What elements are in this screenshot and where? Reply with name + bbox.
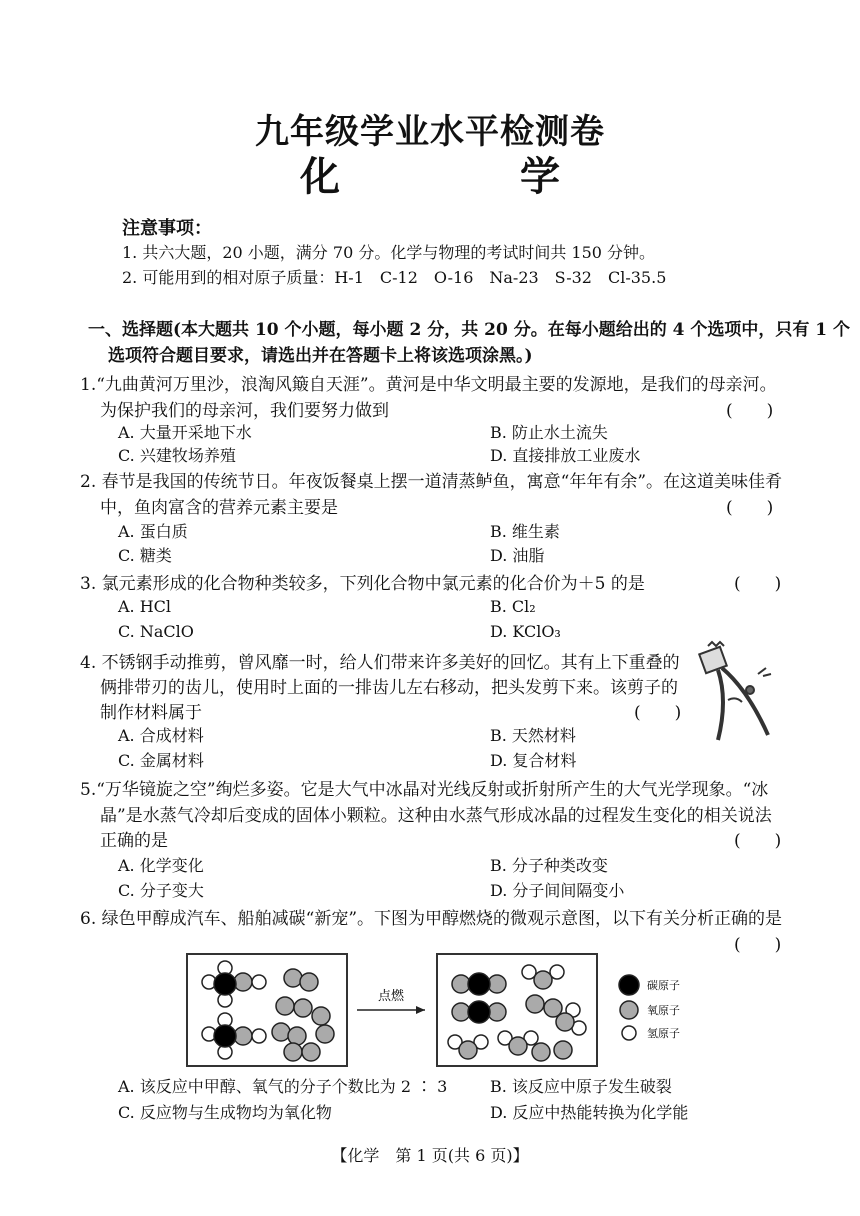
option-a: A. HCl bbox=[118, 597, 172, 616]
option-a: A. 蛋白质 bbox=[118, 522, 188, 541]
option-b: B. Cl₂ bbox=[490, 597, 536, 616]
notice-item: 1. 共六大题，20 小题，满分 70 分。化学与物理的考试时间共 150 分钟。 bbox=[122, 243, 656, 262]
question-2-text: 中，鱼肉富含的营养元素主要是 bbox=[100, 498, 338, 518]
question-5-text: 5.“万华镜旋之空”绚烂多姿。它是大气中冰晶对光线反射或折射所产生的大气光学现象。“冰 bbox=[80, 780, 769, 800]
option-a: A. 大量开采地下水 bbox=[118, 423, 252, 442]
question-5-text: 正确的是 bbox=[100, 831, 168, 851]
option-b: B. 维生素 bbox=[490, 522, 560, 541]
option-c: C. 分子变大 bbox=[118, 881, 204, 900]
question-4-text: 制作材料属于 bbox=[100, 703, 202, 723]
notice-item: 2. 可能用到的相对原子质量：H-1 C-12 O-16 Na-23 S-32 Cl-35.5 bbox=[122, 268, 667, 287]
question-4-text: 4. 不锈钢手动推剪，曾风靡一时，给人们带来许多美好的回忆。其有上下重叠的 bbox=[80, 653, 680, 673]
option-b: B. 防止水土流失 bbox=[490, 423, 608, 442]
answer-blank: ( ) bbox=[734, 831, 782, 851]
option-d: D. 分子间间隔变小 bbox=[490, 881, 625, 900]
answer-blank: ( ) bbox=[734, 935, 782, 955]
section-heading: 一、选择题(本大题共 10 个小题，每小题 2 分，共 20 分。在每小题给出的 4 个选项中，只有 1 个 bbox=[88, 320, 851, 340]
option-b: B. 分子种类改变 bbox=[490, 856, 608, 875]
question-1-text: 为保护我们的母亲河，我们要努力做到 bbox=[100, 401, 389, 421]
option-c: C. 兴建牧场养殖 bbox=[118, 446, 236, 465]
question-2-text: 2. 春节是我国的传统节日。年夜饭餐桌上摆一道清蒸鲈鱼，寓意“年年有余”。在这道美味佳肴 bbox=[80, 472, 783, 492]
option-d: D. KClO₃ bbox=[490, 622, 561, 641]
option-b: B. 天然材料 bbox=[490, 726, 576, 745]
option-c: C. 糖类 bbox=[118, 546, 172, 565]
answer-blank: ( ) bbox=[726, 498, 774, 518]
methanol-combustion-diagram bbox=[185, 952, 715, 1072]
option-b: B. 该反应中原子发生破裂 bbox=[490, 1077, 672, 1096]
hair-clipper-image bbox=[688, 640, 780, 750]
question-1-text: 1.“九曲黄河万里沙，浪淘风簸自天涯”。黄河是中华文明最主要的发源地，是我们的母亲河。 bbox=[80, 375, 777, 395]
subject-title: 化 学 bbox=[300, 154, 630, 200]
legend-carbon: 碳原子 bbox=[647, 979, 680, 992]
page-footer: 【化学 第 1 页(共 6 页)】 bbox=[331, 1146, 529, 1165]
question-5-text: 晶”是水蒸气冷却后变成的固体小颗粒。这种由水蒸气形成冰晶的过程发生变化的相关说法 bbox=[100, 806, 772, 826]
option-c: C. NaClO bbox=[118, 622, 194, 641]
answer-blank: ( ) bbox=[734, 574, 782, 594]
section-heading-cont: 选项符合题目要求，请选出并在答题卡上将该选项涂黑。) bbox=[108, 346, 533, 366]
legend-oxygen: 氧原子 bbox=[647, 1004, 680, 1017]
option-d: D. 复合材料 bbox=[490, 751, 577, 770]
answer-blank: ( ) bbox=[634, 703, 682, 723]
option-a: A. 化学变化 bbox=[118, 856, 204, 875]
option-c: C. 金属材料 bbox=[118, 751, 204, 770]
notice-heading: 注意事项： bbox=[122, 218, 212, 239]
question-3-text: 3. 氯元素形成的化合物种类较多，下列化合物中氯元素的化合价为＋5 的是 bbox=[80, 574, 645, 594]
question-6-text: 6. 绿色甲醇成汽车、船舶减碳“新宠”。下图为甲醇燃烧的微观示意图，以下有关分析正确的是 bbox=[80, 909, 783, 929]
option-a: A. 该反应中甲醇、氧气的分子个数比为 2 ∶ 3 bbox=[118, 1077, 448, 1096]
option-d: D. 反应中热能转换为化学能 bbox=[490, 1103, 689, 1122]
option-a: A. 合成材料 bbox=[118, 726, 204, 745]
exam-title: 九年级学业水平检测卷 bbox=[255, 112, 605, 152]
question-4-text: 俩排带刃的齿儿，使用时上面的一排齿儿左右移动，把头发剪下来。该剪子的 bbox=[100, 678, 678, 698]
option-d: D. 油脂 bbox=[490, 546, 545, 565]
option-c: C. 反应物与生成物均为氧化物 bbox=[118, 1103, 332, 1122]
option-d: D. 直接排放工业废水 bbox=[490, 446, 641, 465]
legend-hydrogen: 氢原子 bbox=[647, 1027, 680, 1040]
answer-blank: ( ) bbox=[726, 401, 774, 421]
arrow-label: 点燃 bbox=[377, 989, 405, 1004]
